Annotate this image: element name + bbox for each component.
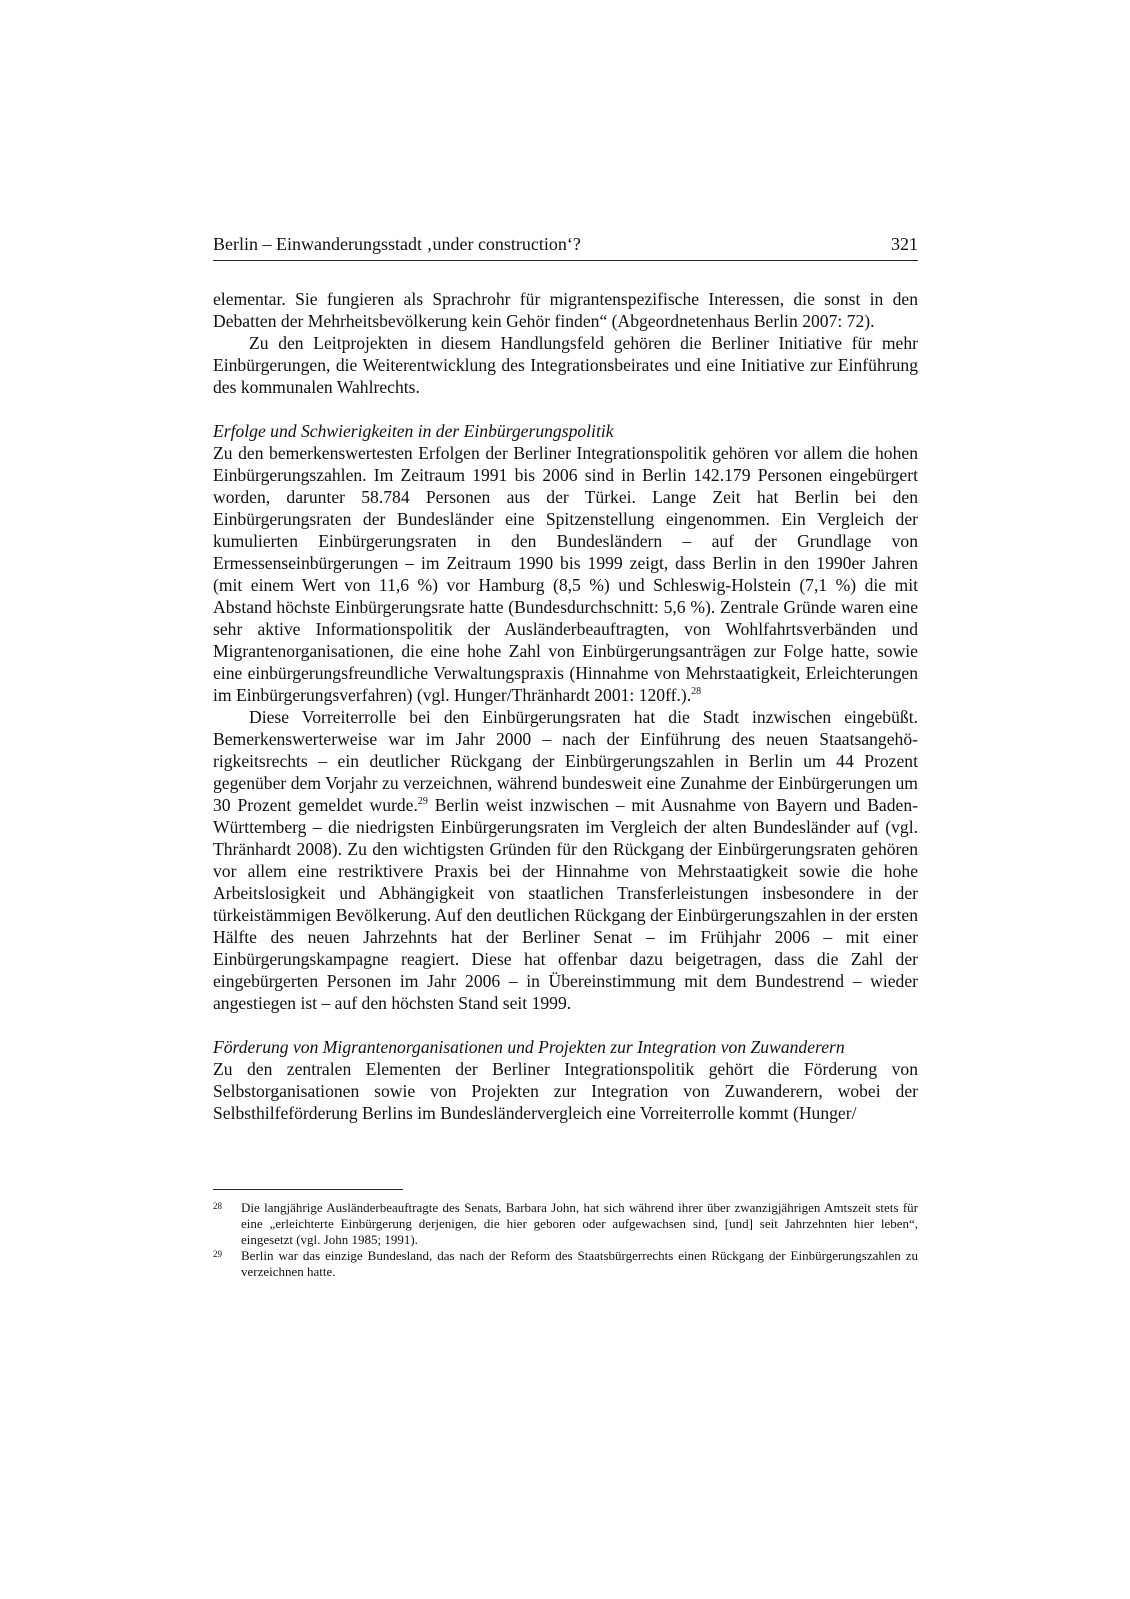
paragraph	[213, 442, 918, 706]
paragraph-text: Diese Vorreiterrolle bei den Einbürgerungsraten hat die Stadt inzwischen eingebüßt. Bemerkenswerterweise war im Jahr 2000 – nach der Einführung des neuen Staatsangehörigkeitsrechts – ein deutlicher Rückgang der Einbürgerungszahlen in Berlin um 44 Prozent gegenüber dem Vorjahr zu verzeichnen, während bundesweit eine Zunahme der Einbürgerungen um 30 Prozent gemeldet wurde.	[213, 707, 918, 815]
paragraph-text: Zu den bemerkenswertesten Erfolgen der Berliner Integrationspolitik gehören vor allem die hohen Einbürgerungszahlen. Im Zeitraum 1991 bis 2006 sind in Berlin 142.179 Personen eingebürgert worden, darunter 58.784 Personen aus der Türkei. Lange Zeit hat Berlin bei den Einbürgerungsraten der Bundesländer eine Spitzenstellung eingenommen. Ein Vergleich der kumulierten Einbürgerungsraten in den Bundesländern – auf der Grundlage von Ermessenseinbürgerungen – im Zeitraum 1990 bis 1999 zeigt, dass Berlin in den 1990er Jahren (mit einem Wert von 11,6 %) vor Hamburg (8,5 %) und Schleswig-Holstein (7,1 %) die mit Abstand höchste Einbürgerungsrate hatte (Bundesdurchschnitt: 5,6 %). Zentrale Gründe waren eine sehr aktive Informationspolitik der Ausländerbeauftragten, von Wohlfahrtsverbänden und Migrantenorganisationen, die eine hohe Zahl von Einbürgerungsanträgen zur Folge hatte, sowie eine einbürgerungsfreundliche Verwaltungspraxis (Hinnahme von Mehrstaatigkeit, Erleichterungen im Einbürgerungsverfahren) (vgl. Hunger/Thränhardt 2001: 120ff.).	[213, 443, 918, 705]
paragraph-text: Berlin weist inzwischen – mit Ausnahme von Bayern und Baden-Württemberg – die niedrigsten Einbürgerungsraten im Vergleich der alten Bundesländer auf (vgl. Thränhardt 2008). Zu den wichtigsten Gründen für den Rückgang der Einbürgerungsraten gehören vor allem eine restriktivere Praxis bei der Hinnahme von Mehrstaatigkeit sowie die hohe Arbeitslosigkeit und Abhängigkeit von staatlichen Transferleistungen insbesondere in der türkeistämmigen Bevölkerung. Auf den deutlichen Rückgang der Einbürgerungszahlen in der ersten Hälfte des neuen Jahrzehnts hat der Berliner Senat – im Frühjahr 2006 – mit einer Einbürgerungskampagne reagiert. Diese hat offenbar dazu beigetragen, dass die Zahl der eingebürgerten Personen im Jahr 2006 – in Übereinstimmung mit dem Bundestrend – wieder angestiegen ist – auf den höchsten Stand seit 1999.	[213, 795, 918, 1013]
section-heading: Erfolge und Schwierigkeiten in der Einbürgerungspolitik	[213, 421, 614, 441]
main-text	[213, 288, 918, 1124]
footnote-number: 28	[213, 1201, 222, 1211]
paragraph: elementar. Sie fungieren als Sprachrohr für migrantenspezifische Interessen, die sonst in den Debatten der Mehrheitsbevölkerung kein Gehör finden“ (Abgeordnetenhaus Berlin 2007: 72).	[213, 289, 918, 331]
footnote-text: Die langjährige Ausländerbeauftragte des Senats, Barbara John, hat sich während ihrer über zwanzigjährigen Amtszeit stets für eine „erleichterte Einbürgerung derjenigen, die hier geboren oder aufgewachsen sind, [und] seit Jahrzehnten hier leben“, eingesetzt (vgl. John 1985; 1991).	[241, 1200, 918, 1247]
paragraph: Zu den zentralen Elementen der Berliner Integrationspolitik gehört die Förderung von Selbstorganisationen sowie von Projekten zur Integration von Zuwanderern, wobei der Selbsthilfeförderung Berlins im Bundesländervergleich eine Vorreiterrolle kommt (Hunger/	[213, 1059, 918, 1123]
running-title: Berlin – Einwanderungsstadt ‚under construction‘?	[213, 234, 581, 254]
footnote-rule	[213, 1189, 403, 1190]
section-gap	[213, 1014, 918, 1036]
footnote-number: 29	[213, 1249, 222, 1259]
section-gap	[213, 398, 918, 420]
paragraph	[213, 706, 918, 1014]
page-number: 321	[891, 234, 918, 254]
running-header	[213, 233, 918, 261]
footnote-ref: 29	[417, 796, 428, 807]
footnotes	[213, 1200, 918, 1280]
footnote	[213, 1200, 918, 1248]
footnote	[213, 1248, 918, 1280]
footnote-ref: 28	[691, 686, 702, 697]
paragraph: Zu den Leitprojekten in diesem Handlungsfeld gehören die Berliner Initiative für mehr Einbürgerungen, die Weiterentwicklung des Integrationsbeirates und eine Initiative zur Einführung des kommunalen Wahlrechts.	[213, 333, 918, 397]
footnote-text: Berlin war das einzige Bundesland, das nach der Reform des Staatsbürgerrechts einen Rückgang der Einbürgerungszahlen zu verzeichnen hatte.	[241, 1248, 918, 1279]
section-heading: Förderung von Migrantenorganisationen und Projekten zur Integration von Zuwanderern	[213, 1037, 845, 1057]
